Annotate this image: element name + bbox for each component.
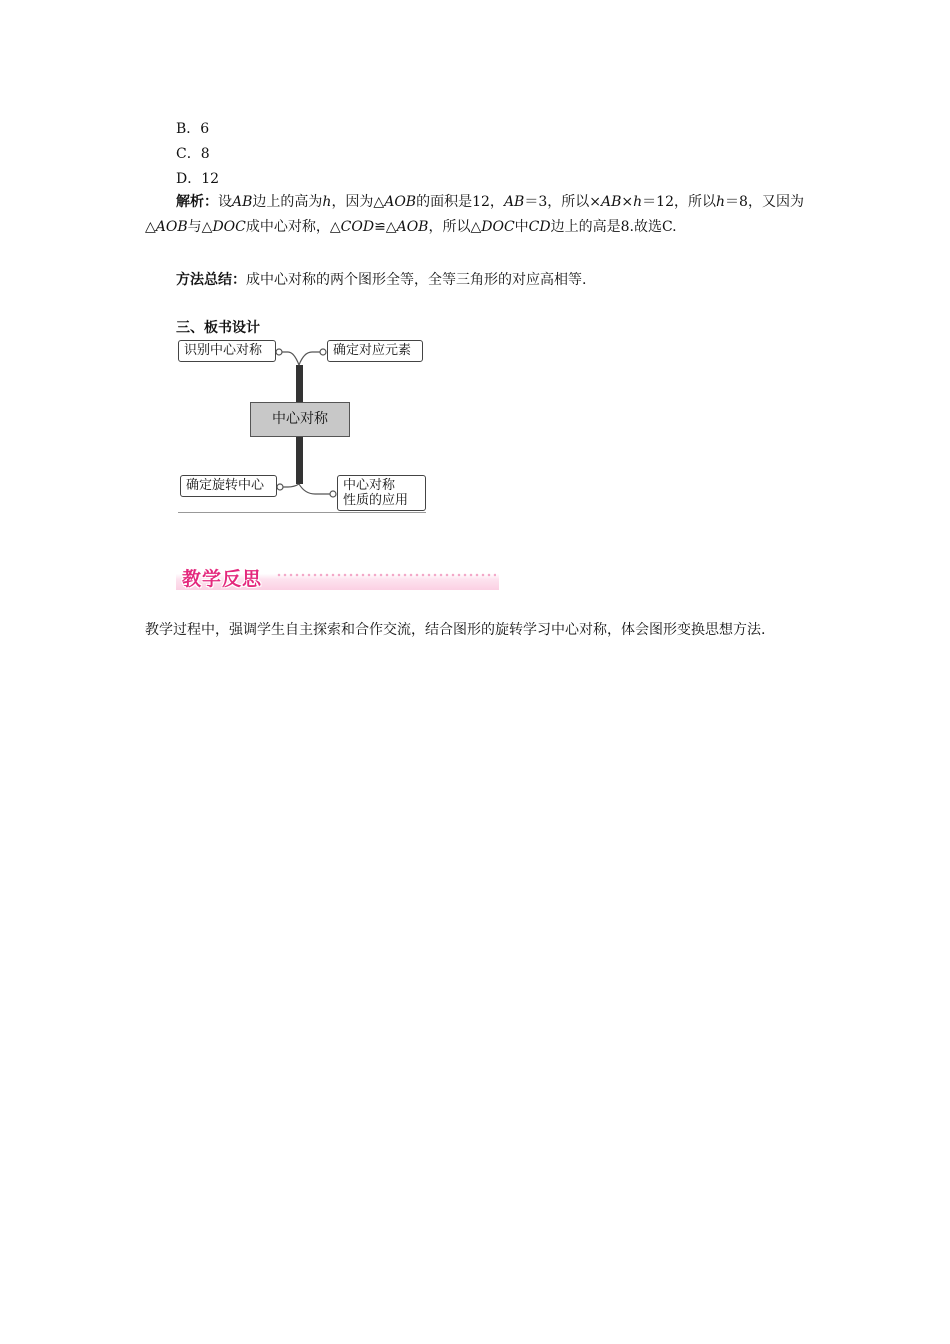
node-center: 中心对称: [250, 402, 350, 437]
reflection-paragraph: 教学过程中，强调学生自主探索和合作交流，结合图形的旋转学习中心对称，体会图形变换思想方法.: [145, 622, 766, 638]
trunk-lower: [296, 436, 303, 484]
analysis-paragraph: 解析：设AB边上的高为h，因为△AOB的面积是12，AB＝3，所以×AB×h＝12，所以h＝8，又因为△AOB与△DOC成中心对称，△COD≌△AOB，所以△DOC中CD边上的高是8.故选C.: [145, 194, 804, 235]
mind-map-baseline: [178, 512, 426, 513]
method-summary: [145, 268, 810, 293]
section-heading: 三、板书设计: [176, 320, 260, 336]
node-identify: 识别中心对称: [178, 340, 276, 362]
trunk-upper: [296, 365, 303, 403]
analysis-label: 解析：: [176, 194, 218, 210]
option-c: C．8: [176, 146, 210, 162]
mind-map: [170, 332, 440, 522]
banner-title: 教学反思: [182, 568, 263, 590]
method-text: 成中心对称的两个图形全等，全等三角形的对应高相等.: [246, 272, 587, 288]
method-label: 方法总结：: [176, 272, 246, 288]
node-property-application: 中心对称 性质的应用: [337, 475, 426, 511]
option-d: D．12: [176, 171, 220, 187]
node-rotation-center: 确定旋转中心: [180, 475, 277, 497]
reflection-banner: [176, 563, 499, 590]
node-corresponding-elements: 确定对应元素: [327, 340, 423, 362]
option-b: B．6: [176, 121, 210, 137]
